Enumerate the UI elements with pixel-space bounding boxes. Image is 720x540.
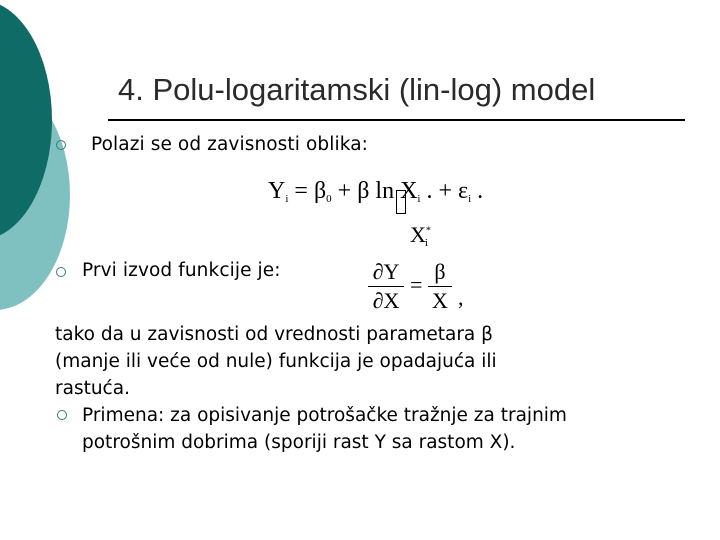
placeholder-box — [396, 190, 406, 214]
derivative-lhs: ∂Y ∂X — [368, 260, 404, 313]
para-line: (manje ili veće od nule) funkcija je opadajuća ili — [55, 351, 497, 372]
slide-title: 4. Polu-logaritamski (lin-log) model — [118, 72, 596, 107]
x-star-term: $X^*_i$ — [410, 222, 431, 249]
title-underline — [108, 119, 685, 121]
bullet-text-2: Prvi izvod funkcije je: — [82, 260, 281, 281]
bullet-marker — [56, 140, 66, 150]
bullet-marker — [57, 410, 67, 420]
derivative-rhs: β X — [428, 260, 452, 313]
para-line: rastuća. — [55, 378, 130, 399]
equals-sign: = — [410, 272, 423, 297]
para-line: tako da u zavisnosti od vrednosti parametara β — [55, 324, 493, 345]
bullet-text-1: Polazi se od zavisnosti oblika: — [91, 134, 368, 155]
bullet-text-3-cont: potrošnim dobrima (sporiji rast Y sa rastom X). — [82, 432, 516, 453]
bullet-text-3: Primena: za opisivanje potrošačke tražnje za trajnim — [82, 405, 567, 426]
bullet-marker — [56, 267, 66, 277]
comma: , — [458, 285, 464, 310]
bullet-item-3 — [55, 402, 685, 429]
decorative-circles — [0, 0, 80, 320]
model-equation: $Y_i = \beta_0 + \beta$ $\ln X_i$ . + $\varepsilon_i$ . — [268, 178, 484, 205]
explanation-paragraph — [55, 321, 685, 456]
